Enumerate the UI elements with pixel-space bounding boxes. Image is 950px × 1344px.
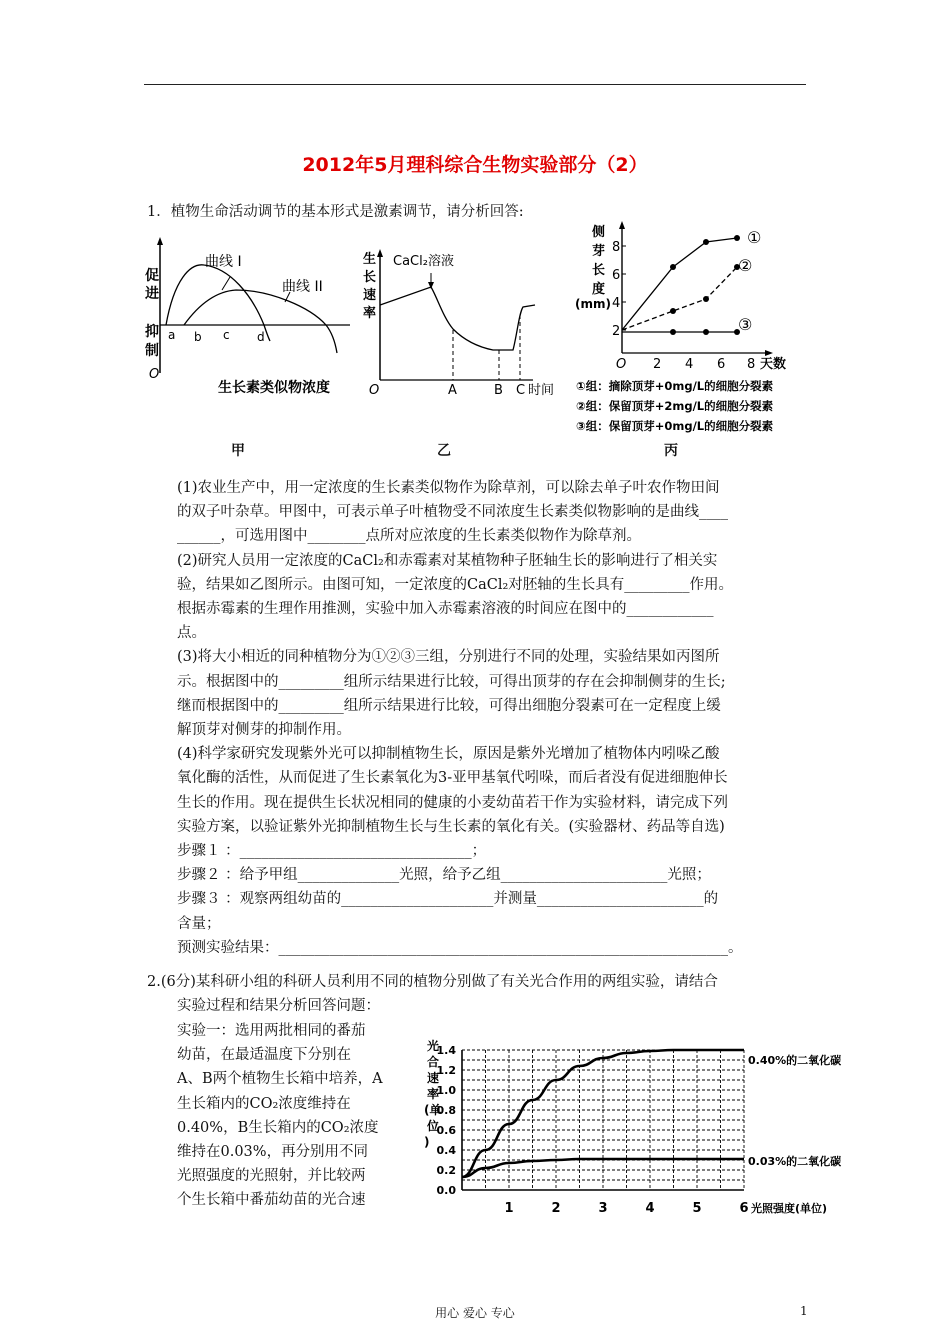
ps-xtick: 2	[551, 1201, 561, 1216]
label-series-1: ①	[747, 228, 762, 247]
ps-xtick: 6	[739, 1201, 749, 1216]
legend-1: ①组：摘除顶芽+0mg/L的细胞分裂素	[576, 379, 774, 393]
label-series-2: ②	[738, 256, 753, 275]
caption-bing: 丙	[664, 443, 678, 459]
q1-line: (2)研究人员用一定浓度的CaCl₂和赤霉素对某植物种子胚轴生长的影响进行了相关实	[177, 552, 718, 569]
curve-1-label: 曲线 I	[205, 254, 242, 270]
q1-line: 步骤３ ：观察两组幼苗的_____________________并测量_______________________的	[177, 891, 719, 908]
ps-ylabel-5: (单	[424, 1103, 442, 1117]
bing-origin: O	[616, 357, 627, 372]
ps-ytick: 0.8	[436, 1104, 456, 1117]
caption-yi: 乙	[437, 443, 451, 459]
q2-left-line: 生长箱内的CO₂浓度维持在	[177, 1095, 351, 1112]
footer-text: 用心 爱心 专心	[435, 1306, 515, 1320]
tick-C: C	[516, 383, 526, 398]
tick-A: A	[448, 383, 457, 398]
q2-left-line: 维持在0.03%，再分别用不同	[177, 1144, 369, 1161]
series-2-line	[622, 267, 737, 330]
legend-2: ②组：保留顶芽+2mg/L的细胞分裂素	[576, 399, 774, 413]
ps-xlabel: 光照强度(单位)	[751, 1202, 828, 1215]
tick-B: B	[494, 383, 503, 398]
photosynthesis-chart	[410, 1030, 865, 1230]
figure-yi	[355, 235, 570, 405]
q2-left-line: 实验一：选用两批相同的番茄	[177, 1023, 366, 1039]
q1-intro: 1．植物生命活动调节的基本形式是激素调节，请分析回答:	[147, 204, 524, 220]
ps-ylabel-4: 率	[427, 1087, 440, 1101]
ps-ytick: 0.0	[436, 1184, 456, 1197]
q2-line2: 实验过程和结果分析回答问题：	[177, 998, 380, 1014]
q1-line: (1)农业生产中，用一定浓度的生长素类似物作为除草剂，可以除去单子叶农作物田间	[177, 480, 720, 496]
point-a: a	[168, 328, 176, 342]
q1-line: 氧化酶的活性，从而促进了生长素氧化为3-亚甲基氧代吲哚，而后者没有促进细胞伸长	[177, 770, 728, 787]
ps-xtick: 3	[598, 1201, 608, 1216]
page-title: 2012年5月理科综合生物实验部分（2）	[302, 154, 648, 176]
cacl2-annotation: CaCl₂溶液	[393, 254, 454, 269]
yi-ylabel-3: 速	[363, 288, 377, 303]
ps-ytick: 1.2	[436, 1064, 456, 1077]
q2-left-line: 幼苗，在最适温度下分别在	[177, 1047, 351, 1064]
label-series-3: ③	[738, 315, 753, 334]
q2-line1: 2.(6分)某科研小组的科研人员利用不同的植物分别做了有关光合作用的两组实验，请结合	[147, 974, 718, 990]
xtick-6: 6	[717, 357, 726, 372]
ytick-8: 8	[612, 240, 621, 255]
ps-ylabel-2: 合	[427, 1055, 440, 1069]
ps-ytick: 0.4	[436, 1144, 456, 1157]
q1-line: 继而根据图中的_________组所示结果进行比较，可得出细胞分裂素可在一定程度上缓	[177, 697, 721, 714]
bing-xlabel: 天数	[760, 357, 787, 372]
caption-jia: 甲	[231, 443, 245, 459]
ps-xtick: 1	[504, 1201, 514, 1216]
q2-left-line: 个生长箱中番茄幼苗的光合速	[177, 1192, 366, 1209]
point-d: d	[257, 330, 265, 344]
curve-1-path	[166, 265, 264, 325]
page-number: 1	[800, 1304, 808, 1318]
bing-ylabel-4: 度	[592, 282, 606, 297]
xtick-8: 8	[747, 357, 756, 372]
bing-unit: (mm)	[575, 297, 611, 311]
bing-ylabel-2: 芽	[592, 244, 606, 259]
q2-left-text	[177, 1019, 383, 1213]
q1-line: 示。根据图中的_________组所示结果进行比较，可得出顶芽的存在会抑制侧芽的生长;	[177, 673, 726, 690]
q1-line: ______，可选用图中________点所对应浓度的生长素类似物作为除草剂。	[177, 528, 641, 545]
x-label: 生长素类似物浓度	[218, 380, 330, 396]
origin-label: O	[149, 367, 160, 382]
ps-xtick: 4	[645, 1201, 655, 1216]
y-top-1: 促	[145, 268, 159, 284]
header-rule	[144, 84, 806, 85]
ytick-2: 2	[612, 324, 621, 339]
yi-ylabel-4: 率	[363, 306, 377, 321]
q1-line: 解顶芽对侧芽的抑制作用。	[177, 722, 351, 739]
q1-line: 点。	[177, 625, 206, 642]
q1-line: 步骤１ ：________________________________；	[177, 843, 487, 860]
q1-line: 预测实验结果：______________________________________________________________。	[177, 939, 743, 956]
legend-3: ③组：保留顶芽+0mg/L的细胞分裂素	[576, 419, 774, 433]
q2-left-line: 0.40%，B生长箱内的CO₂浓度	[177, 1119, 379, 1136]
q1-line: 生长的作用。现在提供生长状况相同的健康的小麦幼苗若干作为实验材料，请完成下列	[177, 794, 728, 811]
yi-origin: O	[369, 383, 380, 398]
q2-left-line: A、B两个植物生长箱中培养，A	[177, 1071, 383, 1088]
yi-ylabel-2: 长	[363, 270, 377, 285]
q1-line: (4)科学家研究发现紫外光可以抑制植物生长，原因是紫外光增加了植物体内吲哚乙酸	[177, 746, 720, 763]
ps-ylabel-7: )	[424, 1135, 430, 1149]
ps-ylabel-6: 位	[427, 1119, 440, 1133]
series-high-co2-label: 0.40%的二氧化碳	[748, 1054, 842, 1067]
y-top-2: 进	[145, 286, 159, 302]
ps-ytick: 1.0	[436, 1084, 456, 1097]
ps-ytick: 1.4	[436, 1044, 456, 1057]
bing-ylabel-1: 侧	[592, 225, 606, 240]
ps-ytick: 0.2	[436, 1164, 456, 1177]
q1-line: 的双子叶杂草。甲图中，可表示单子叶植物受不同浓度生长素类似物影响的是曲线____	[177, 504, 728, 521]
ytick-4: 4	[612, 296, 621, 311]
ps-xtick: 5	[692, 1201, 702, 1216]
growth-rate-path	[380, 287, 535, 350]
q1-line: 实验方案，以验证紫外光抑制植物生长与生长素的氧化有关。(实验器材、药品等自选)	[177, 818, 725, 835]
q1-line: 步骤２ ：给予甲组______________光照，给予乙组_______________________光照；	[177, 867, 711, 884]
series-1-line	[622, 238, 737, 330]
bing-ylabel-3: 长	[592, 263, 606, 278]
yi-ylabel-1: 生	[363, 252, 377, 267]
q2-left-line: 光照强度的光照射，并比较两	[177, 1168, 366, 1185]
q1-line: 根据赤霉素的生理作用推测，实验中加入赤霉素溶液的时间应在图中的____________	[177, 601, 714, 618]
q1-body	[177, 476, 743, 960]
q1-line: 验，结果如乙图所示。由图可知，一定浓度的CaCl₂对胚轴的生长具有_________作用。	[177, 576, 734, 593]
y-bottom-1: 抑	[145, 324, 159, 340]
xtick-4: 4	[685, 357, 694, 372]
figure-jia	[140, 235, 360, 405]
point-c: c	[223, 328, 230, 342]
ps-ylabel-3: 速	[427, 1071, 440, 1085]
q1-line: 含量；	[177, 915, 221, 932]
q1-line: (3)将大小相近的同种植物分为①②③三组，分别进行不同的处理，实验结果如丙图所	[177, 649, 720, 666]
series-low-co2-label: 0.03%的二氧化碳	[748, 1155, 842, 1168]
ytick-6: 6	[612, 268, 621, 283]
xtick-2: 2	[653, 357, 662, 372]
curve-2-label: 曲线 II	[282, 279, 323, 295]
ps-ytick: 0.6	[436, 1124, 456, 1137]
point-b: b	[194, 330, 202, 344]
figure-bing	[572, 218, 832, 436]
ps-ylabel-1: 光	[427, 1039, 440, 1053]
y-bottom-2: 制	[145, 343, 159, 359]
yi-xlabel: 时间	[528, 383, 555, 398]
